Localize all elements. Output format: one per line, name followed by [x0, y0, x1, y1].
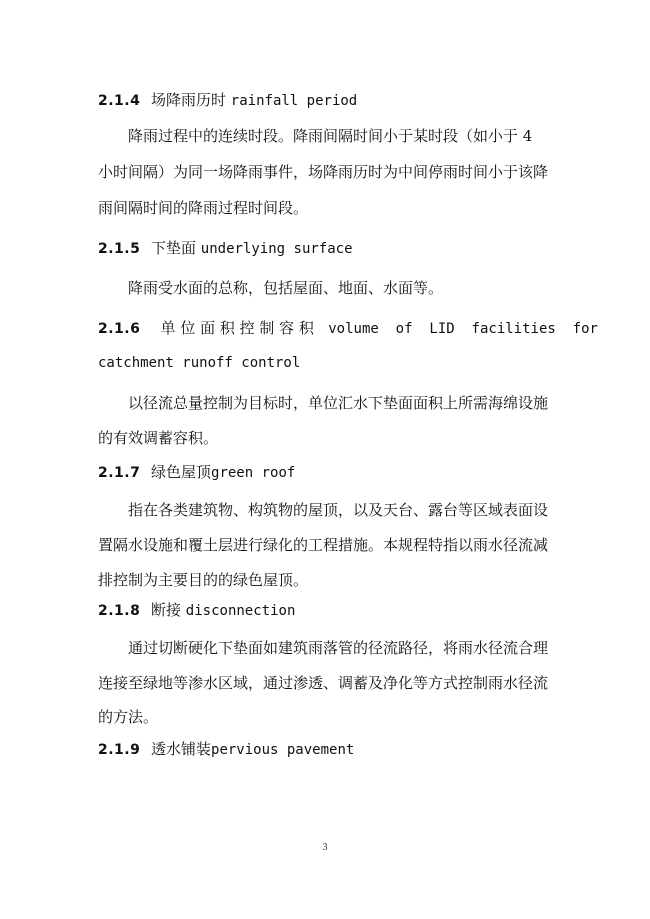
body-line: 指在各类建筑物、构筑物的屋顶，以及天台、露台等区域表面设 [128, 501, 549, 519]
section-heading [98, 238, 353, 259]
section-heading [98, 90, 357, 111]
section-title-zh: 场降雨历时 [151, 91, 227, 109]
section-number: 2.1.6 [98, 321, 141, 337]
body-line: 降雨过程中的连续时段。降雨间隔时间小于某时段（如小于 4 [128, 127, 533, 145]
section-number: 2.1.7 [98, 465, 141, 481]
section-title-en: volume of LID facilities for [328, 321, 598, 337]
body-line: 以径流总量控制为目标时，单位汇水下垫面面积上所需海绵设施 [128, 394, 549, 412]
section-title-zh: 透水铺装 [151, 740, 212, 758]
section-title-en-continued: catchment runoff control [98, 355, 301, 371]
section-heading [98, 462, 295, 483]
section-number: 2.1.9 [98, 742, 141, 758]
section-title-zh: 断接 [151, 601, 182, 619]
page-number: 3 [322, 842, 328, 853]
section-title-en: pervious pavement [211, 742, 355, 758]
section-title-en: rainfall period [230, 93, 358, 109]
section-number: 2.1.8 [98, 603, 141, 619]
section-title-zh: 绿色屋顶 [151, 463, 212, 481]
body-line: 降雨受水面的总称，包括屋面、地面、水面等。 [128, 279, 444, 297]
body-line: 置隔水设施和覆土层进行绿化的工程措施。本规程特指以雨水径流减 [98, 536, 549, 554]
section-heading [98, 600, 295, 621]
section-title-en: green roof [211, 465, 296, 481]
section-title-zh: 单 位 面 积 控 制 容 积 [160, 319, 314, 337]
body-line: 雨间隔时间的降雨过程时间段。 [98, 199, 309, 217]
body-line: 排控制为主要目的的绿色屋顶。 [98, 571, 309, 589]
body-line: 的方法。 [98, 708, 159, 726]
section-number: 2.1.4 [98, 93, 141, 109]
section-title-en: underlying surface [200, 241, 353, 257]
body-line: 通过切断硬化下垫面如建筑雨落管的径流路径，将雨水径流合理 [128, 639, 549, 657]
body-line: 小时间隔）为同一场降雨事件，场降雨历时为中间停雨时间小于该降 [98, 163, 549, 181]
body-line: 的有效调蓄容积。 [98, 429, 219, 447]
section-heading [98, 318, 598, 339]
section-title-zh: 下垫面 [151, 239, 197, 257]
section-heading [98, 739, 354, 760]
body-line: 连接至绿地等渗水区域，通过渗透、调蓄及净化等方式控制雨水径流 [98, 674, 549, 692]
section-number: 2.1.5 [98, 241, 141, 257]
section-title-en: disconnection [185, 603, 296, 619]
